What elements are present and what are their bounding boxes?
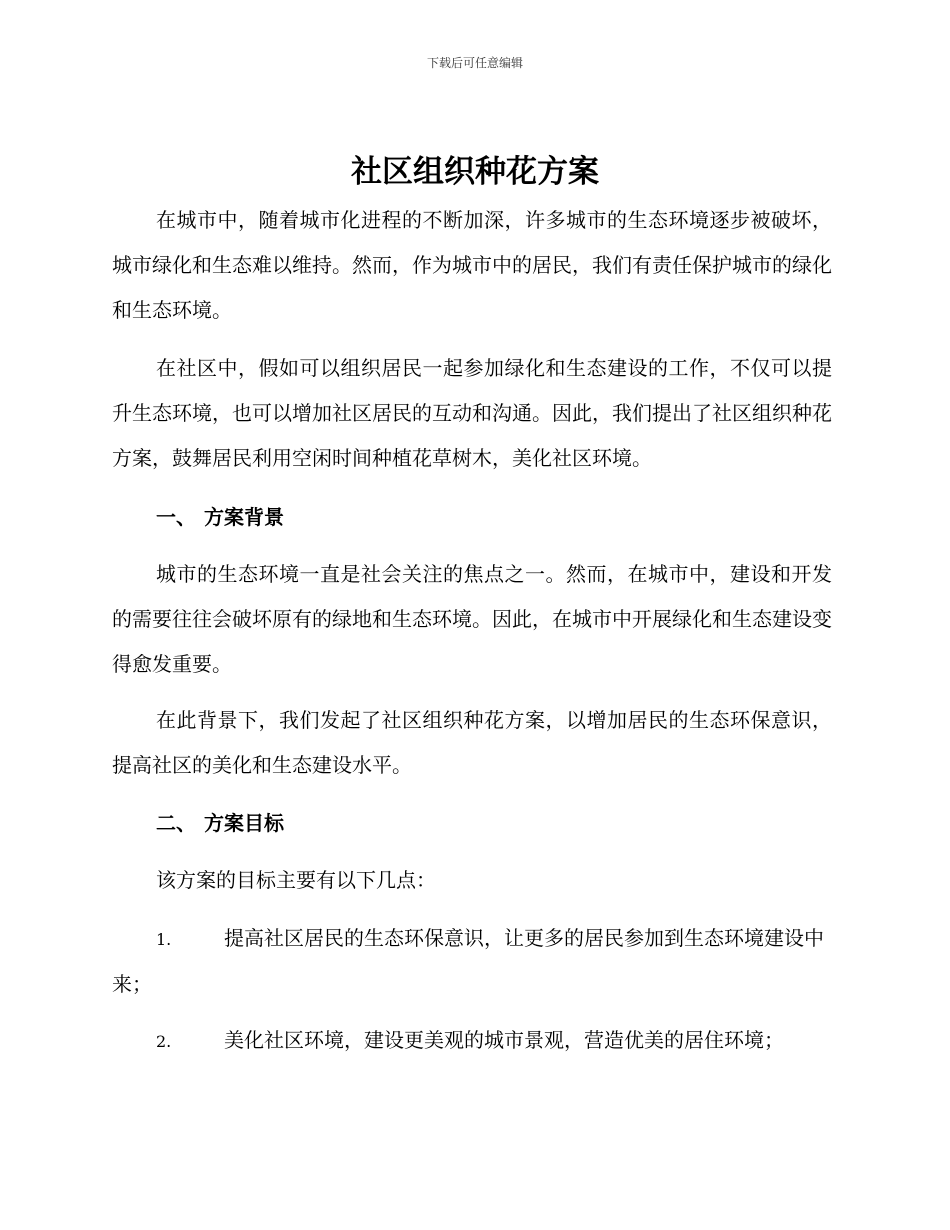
goals-intro-paragraph: 该方案的目标主要有以下几点： [156, 868, 436, 892]
section-number: 一、 [156, 505, 196, 529]
document-title: 社区组织种花方案 [351, 154, 599, 190]
list-marker: 2. [156, 1032, 172, 1051]
background-paragraph-2: 在此背景下，我们发起了社区组织种花方案，以增加居民的生态环保意识，提高社区的美化和生态建设水平。 [112, 708, 832, 777]
page-header-note: 下载后可任意编辑 [426, 56, 523, 70]
section-number: 二、 [156, 811, 196, 835]
intro-paragraph-1: 在城市中，随着城市化进程的不断加深，许多城市的生态环境逐步被破坏，城市绿化和生态难以维持。然而，作为城市中的居民，我们有责任保护城市的绿化和生态环境。 [112, 208, 832, 322]
list-marker: 1. [156, 930, 172, 949]
list-item-text: 美化社区环境，建设更美观的城市景观，营造优美的居住环境； [224, 1028, 784, 1052]
goal-list-item [112, 916, 832, 1007]
section-title: 方案背景 [204, 505, 284, 529]
intro-paragraph-2: 在社区中，假如可以组织居民一起参加绿化和生态建设的工作，不仅可以提升生态环境，也可以增加社区居民的互动和沟通。因此，我们提出了社区组织种花方案，鼓舞居民利用空闲时间种植花草树木，美化社区环境。 [112, 356, 832, 470]
list-item-text: 提高社区居民的生态环保意识，让更多的居民参加到生态环境建设中来； [112, 926, 824, 996]
section-heading-goals [156, 808, 284, 838]
section-title: 方案目标 [204, 811, 284, 835]
background-paragraph-1: 城市的生态环境一直是社会关注的焦点之一。然而，在城市中，建设和开发的需要往往会破坏原有的绿地和生态环境。因此，在城市中开展绿化和生态建设变得愈发重要。 [112, 562, 832, 676]
goal-list-item [112, 1018, 832, 1064]
section-heading-background [156, 502, 284, 532]
